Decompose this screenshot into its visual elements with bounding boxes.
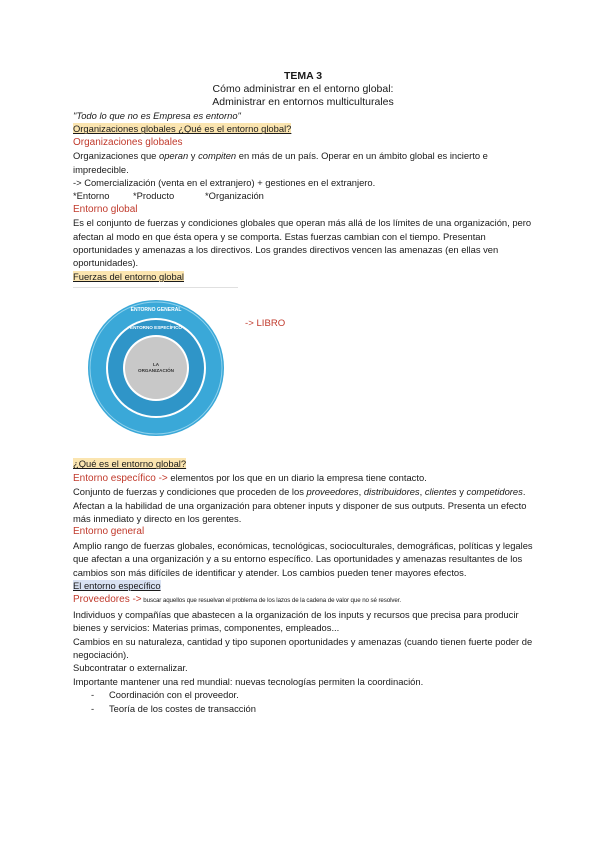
item-organizacion: *Organización	[205, 190, 264, 202]
paragraph-3: Es el conjunto de fuerzas y condiciones globales que operan más allá de los límites de una organización, pero afectan al modo en que ésta opera y se comporta. Estas fuerzas cambian con el tiempo. Presentan oportunidades y amenazas a los directivos. Los grandes directivos vencen las amenazas (en ellas ven oportunidades).	[73, 217, 532, 269]
figure-row	[73, 287, 533, 457]
heading-org-global-text: Organizaciones globales ¿Qué es el entorno global?	[73, 123, 292, 135]
doc-subtitle-2: Administrar en entornos multiculturales	[212, 96, 394, 108]
label-inner: ENTORNO ESPECÍFICO	[130, 325, 182, 331]
document-page	[73, 70, 533, 715]
heading-fuerzas-text: Fuerzas del entorno global	[73, 270, 185, 282]
figure-divider	[73, 287, 238, 288]
environment-diagram	[87, 299, 225, 437]
p1-y: y	[188, 150, 199, 162]
subheading-org-global: Organizaciones globales	[73, 136, 183, 148]
p5-dist: distribuidores	[363, 486, 420, 498]
label-outer: ENTORNO GENERAL	[130, 307, 182, 314]
dash-marker: -	[91, 689, 95, 701]
p5-y: y	[456, 486, 467, 498]
paragraph-2: -> Comercialización (venta en el extranjero) + gestiones en el extranjero.	[73, 177, 376, 189]
label-proveedores: Proveedores ->	[73, 594, 142, 606]
p1-compiten: compiten	[198, 150, 237, 162]
subheading-general: Entorno general	[73, 526, 145, 538]
paragraph-12: Importante mantener una red mundial: nuevas tecnologías permiten la coordinación.	[73, 675, 424, 687]
paragraph-11: Subcontratar o externalizar.	[73, 662, 188, 674]
label-core-2: ORGANIZACIÓN	[138, 368, 174, 374]
paragraph-8	[73, 592, 533, 607]
item-entorno: *Entorno	[73, 190, 110, 202]
list-item-text: Teoría de los costes de transacción	[109, 702, 256, 714]
paragraph-4	[73, 471, 533, 485]
item-producto: *Producto	[133, 190, 175, 202]
p5-comp: competidores	[466, 486, 523, 498]
paragraph-10: Cambios en su naturaleza, cantidad y tipo suponen oportunidades y amenazas (cuando tienen fuerte poder de negociación).	[73, 635, 533, 660]
p8-small: buscar aquellos que resuelvan el problema de los lazos de la cadena de valor que no sé resolver.	[141, 597, 401, 605]
heading-especifico-text: El entorno específico	[73, 579, 161, 591]
paragraph-7: Amplio rango de fuerzas globales, económicas, tecnológicas, socioculturales, demográficas, políticas y legales que afectan a una organización y a su entorno específico. Las oportunidades y amenazas resultantes de los cambios son más difíciles de identificar y atender. Los cambios pueden tener mayores efectos.	[73, 539, 533, 578]
doc-title: TEMA 3	[283, 70, 323, 82]
heading-fuerzas	[73, 270, 533, 283]
item-row	[73, 189, 533, 202]
heading-que-es-text: ¿Qué es el entorno global?	[73, 458, 187, 470]
p1-post: en más de un país. Operar en un ámbito global es incierto e impredecible.	[73, 150, 488, 175]
label-especifico: Entorno específico ->	[73, 472, 168, 484]
dash-marker: -	[91, 702, 95, 714]
p5-c1: ,	[358, 486, 364, 498]
p5-prov: proveedores	[306, 486, 359, 498]
list-item	[73, 702, 533, 715]
libro-note: -> LIBRO	[245, 318, 286, 330]
paragraph-5	[73, 485, 533, 498]
heading-que-es	[73, 457, 533, 470]
quote: "Todo lo que no es Empresa es entorno"	[73, 110, 241, 121]
paragraph-9: Individuos y compañías que abastecen a la organización de los inputs y recursos que precisa para producir bienes y servicios: Materias primas, componentes, empleados...	[73, 608, 519, 634]
heading-org-global	[73, 122, 533, 135]
doc-subtitle-1: Cómo administrar en el entorno global:	[212, 83, 394, 95]
list-item	[73, 688, 533, 701]
p5-c2: ,	[419, 486, 425, 498]
p1-pre: Organizaciones que	[73, 150, 159, 162]
bullet-list	[73, 688, 533, 715]
subheading-entorno-global: Entorno global	[73, 203, 138, 215]
heading-especifico	[73, 579, 533, 592]
p4-post: elementos por los que en un diario la empresa tiene contacto.	[167, 471, 427, 483]
label-core-1: LA	[152, 362, 160, 368]
p5-pre: Conjunto de fuerzas y condiciones que proceden de los	[73, 486, 307, 498]
p5-cli: clientes	[424, 486, 457, 498]
paragraph-6: Afectan a la habilidad de una organización para obtener inputs y disponer de sus outputs. Presenta un efecto más inmediato y directo en los gerentes.	[73, 499, 527, 524]
p5-end: .	[522, 486, 526, 498]
paragraph-1	[73, 149, 533, 176]
p1-operan: operan	[159, 150, 189, 162]
list-item-text: Coordinación con el proveedor.	[109, 689, 239, 701]
